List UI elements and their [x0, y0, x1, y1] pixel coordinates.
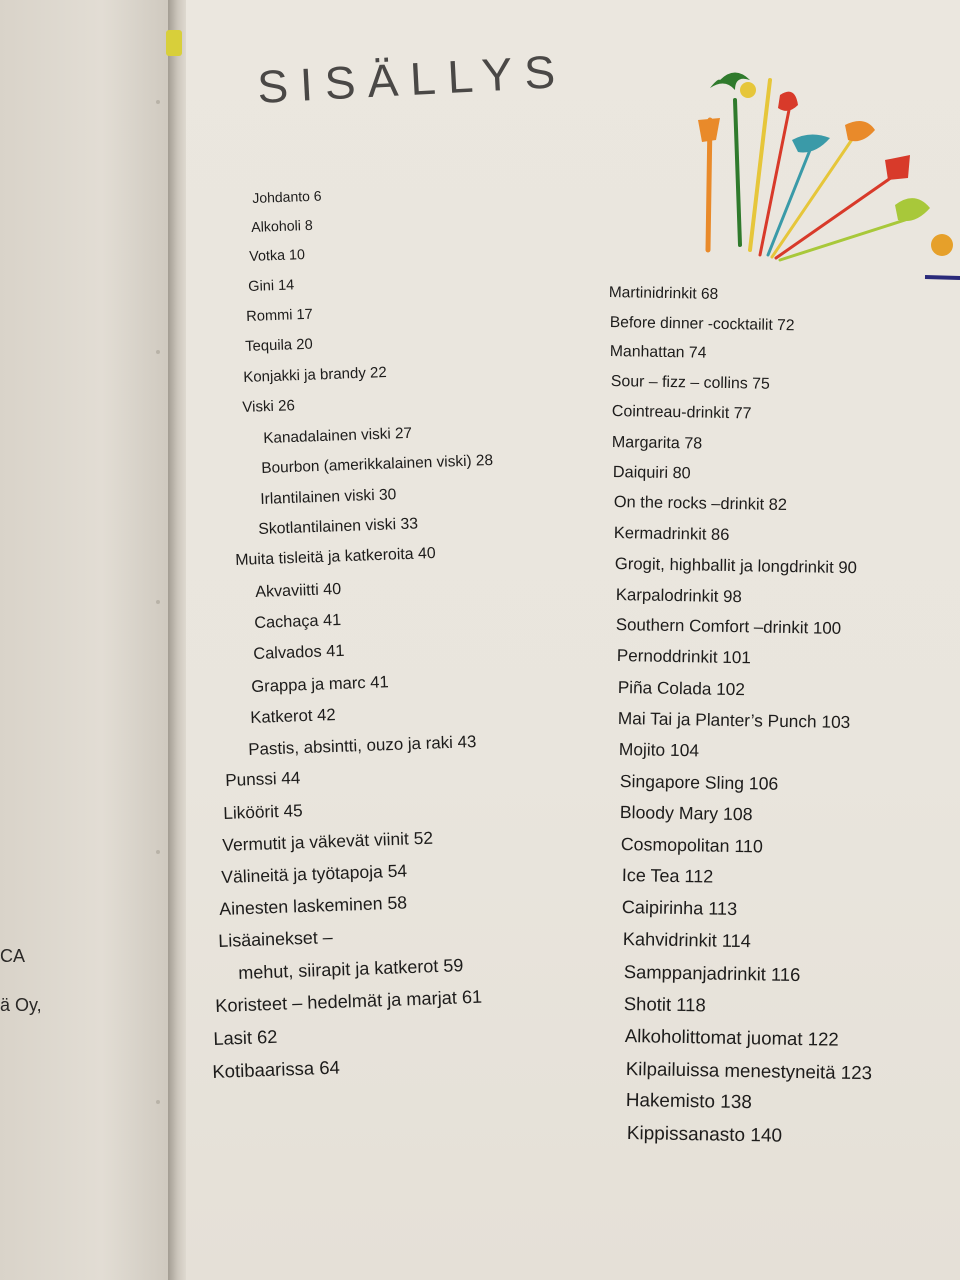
toc-entry: Piña Colada 102 [617, 677, 745, 700]
toc-entry: Pernoddrinkit 101 [616, 646, 751, 668]
toc-entry: Muita tisleitä ja katkeroita 40 [234, 545, 436, 570]
toc-entry: Viski 26 [242, 397, 296, 417]
toc-entry: Martinidrinkit 68 [608, 284, 719, 303]
toc-entry: Johdanto 6 [252, 187, 322, 206]
toc-entry: Bourbon (amerikkalainen viski) 28 [261, 452, 494, 478]
toc-entry: Hakemisto 138 [625, 1089, 753, 1114]
toc-entry: Kotibaarissa 64 [212, 1056, 341, 1082]
toc-entry: Caipirinha 113 [621, 897, 738, 920]
toc-entry: Southern Comfort –drinkit 100 [615, 615, 842, 639]
toc-entry: Margarita 78 [612, 432, 703, 453]
toc-entry: Kanadalainen viski 27 [262, 424, 412, 447]
toc-entry: mehut, siirapit ja katkerot 59 [238, 955, 464, 984]
toc-entry: Akvaviitti 40 [255, 580, 342, 602]
toc-entry: Kippissanasto 140 [626, 1122, 783, 1147]
toc-entry: Kahvidrinkit 114 [622, 928, 752, 952]
toc-entry: Lasit 62 [213, 1026, 279, 1050]
toc-entry: Samppanjadrinkit 116 [623, 960, 801, 985]
toc-entry: Ice Tea 112 [621, 865, 714, 887]
toc-entry: Välineitä ja työtapoja 54 [220, 860, 407, 887]
toc-entry: Sour – fizz – collins 75 [610, 373, 770, 393]
toc-entry: Lisäainekset – [217, 927, 333, 952]
toc-entry: On the rocks –drinkit 82 [613, 493, 787, 515]
toc-entry: Punssi 44 [224, 768, 301, 791]
toc-entry: Manhattan 74 [610, 343, 707, 362]
toc-entry: Cosmopolitan 110 [620, 833, 763, 857]
toc-entry: Alkoholittomat juomat 122 [624, 1025, 839, 1050]
toc-entry: Liköörit 45 [223, 800, 304, 823]
toc-entry: Koristeet – hedelmät ja marjat 61 [214, 986, 483, 1016]
toc-entry: Karpalodrinkit 98 [615, 584, 742, 606]
toc-entry: Tequila 20 [244, 336, 313, 355]
toc-entry: Bloody Mary 108 [619, 802, 754, 825]
toc-entry: Kilpailuissa menestyneitä 123 [625, 1057, 872, 1083]
toc-entry: Mojito 104 [618, 739, 700, 761]
toc-entry: Skotlantilainen viski 33 [258, 515, 419, 539]
page-title: SISÄLLYS [256, 44, 569, 113]
toc-entry: Shotit 118 [623, 992, 707, 1016]
toc-entry: Konjakki ja brandy 22 [243, 364, 388, 387]
left-page-fragment-1: CA [0, 946, 26, 966]
toc-entry: Vermutit ja väkevät viinit 52 [222, 827, 434, 855]
toc-entry: Alkoholi 8 [250, 217, 313, 236]
toc-entry: Mai Tai ja Planter’s Punch 103 [617, 708, 851, 733]
toc-entry: Katkerot 42 [249, 705, 336, 728]
left-page-fragment-2: ä Oy, [0, 995, 42, 1015]
toc-entry: Before dinner -cocktailit 72 [609, 313, 795, 334]
toc-entry: Ainesten laskeminen 58 [219, 892, 408, 919]
toc-entry: Rommi 17 [246, 306, 314, 325]
toc-entry: Cointreau-drinkit 77 [611, 402, 752, 423]
toc-entry: Cachaça 41 [254, 611, 342, 633]
toc-entry: Gini 14 [247, 277, 295, 296]
toc-entry: Votka 10 [249, 247, 306, 266]
toc-entry: Irlantilainen viski 30 [259, 485, 397, 508]
toc-entry: Pastis, absintti, ouzo ja raki 43 [248, 731, 477, 759]
toc-entry: Grogit, highballit ja longdrinkit 90 [614, 554, 858, 578]
toc-entry: Kermadrinkit 86 [614, 523, 730, 544]
toc-entry: Daiquiri 80 [612, 463, 691, 483]
toc-entry: Grappa ja marc 41 [251, 671, 390, 696]
toc-entry: Singapore Sling 106 [619, 770, 779, 794]
toc-entry: Calvados 41 [252, 642, 345, 664]
